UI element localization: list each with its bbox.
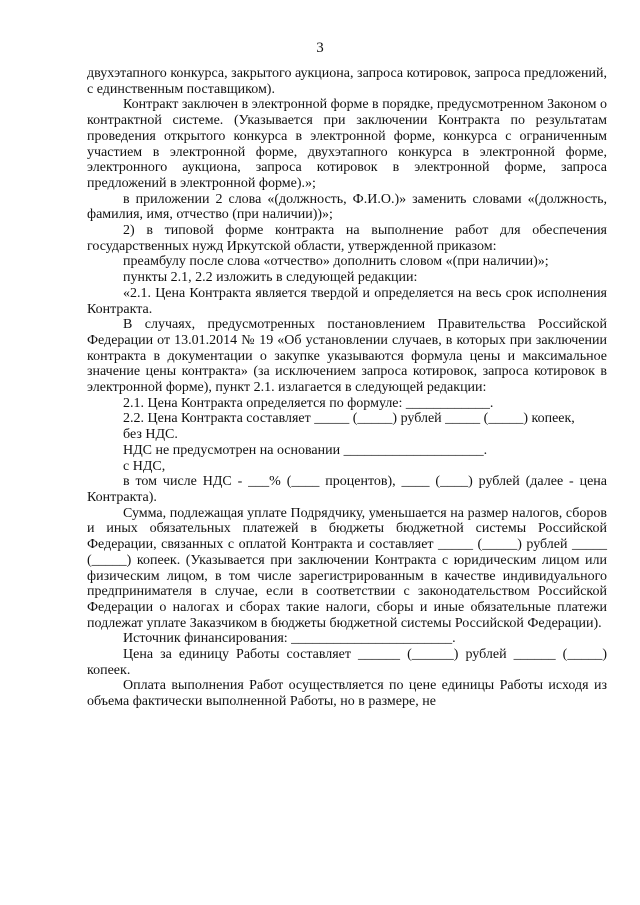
paragraph: пункты 2.1, 2.2 изложить в следующей редакции: [123,270,418,286]
paragraph: 2.2. Цена Контракта составляет _____ (_____) рублей _____ (_____) копеек, [123,411,575,427]
paragraph: НДС не предусмотрен на основании ____________________. [123,442,488,458]
paragraph: 2.1. Цена Контракта определяется по формуле: ____________. [123,395,494,411]
paragraph: в том числе НДС - ___% (____ процентов), ____ (____) рублей (далее - цена Контракта). [87,474,607,505]
paragraph: с НДС, [123,458,166,474]
paragraph: В случаях, предусмотренных постановлением Правительства Российской Федерации от 13.01.2014 № 19 «Об установлении случаев, в которых при заключении контракта в документации о закупке указываются формула цены и максимальное значение цены контракта» (за исключением запроса котировок, запроса котировок в электронной форме), пункт 2.1. излагается в следующей редакции: [87,317,607,396]
paragraph: двухэтапного конкурса, закрытого аукциона, запроса котировок, запроса предложений, с единственным поставщиком). [87,66,607,97]
paragraph: Источник финансирования: _______________________. [123,631,456,647]
paragraph: Сумма, подлежащая уплате Подрядчику, уменьшается на размер налогов, сборов и иных обязательных платежей в бюджеты бюджетной системы Российской Федерации, связанных с оплатой Контракта и составляет _____ (_____) рублей _____ (_____) копеек. (Указывается при заключении Контракта с юридическим лицом или физическим лицом, в том числе зарегистрированным в качестве индивидуального предпринимателя в случае, если в соответствии с законодательством Российской Федерации о налогах и сборах такие налоги, сборы и иные обязательные платежи подлежат уплате Заказчиком в бюджеты бюджетной системы Российской Федерации). [87,505,607,631]
paragraph: Оплата выполнения Работ осуществляется по цене единицы Работы исходя из объема фактически выполненной Работы, но в размере, не [87,678,607,710]
paragraph: преамбулу после слова «отчество» дополнить словом «(при наличии)»; [123,254,549,270]
paragraph: «2.1. Цена Контракта является твердой и определяется на весь срок исполнения Контракта. [87,285,607,317]
paragraph: в приложении 2 слова «(должность, Ф.И.О.)» заменить словами «(должность, фамилия, имя, отчество (при наличии))»; [87,191,607,223]
document-body [87,66,607,710]
paragraph: без НДС. [123,427,178,443]
paragraph: 2) в типовой форме контракта на выполнение работ для обеспечения государственных нужд Иркутской области, утвержденной приказом: [87,223,607,254]
paragraph: Цена за единицу Работы составляет ______ (______) рублей ______ (_____) копеек. [87,647,607,678]
paragraph: Контракт заключен в электронной форме в порядке, предусмотренном Законом о контрактной системе. (Указывается при заключении Контракта по результатам проведения открытого конкурса в электронной форме, конкурса с ограниченным участием в электронной форме, двухэтапного конкурса в электронной форме, электронного аукциона, запроса котировок в электронной форме, запроса предложений в электронной форме).»; [87,97,607,191]
page-number: 3 [316,40,324,56]
